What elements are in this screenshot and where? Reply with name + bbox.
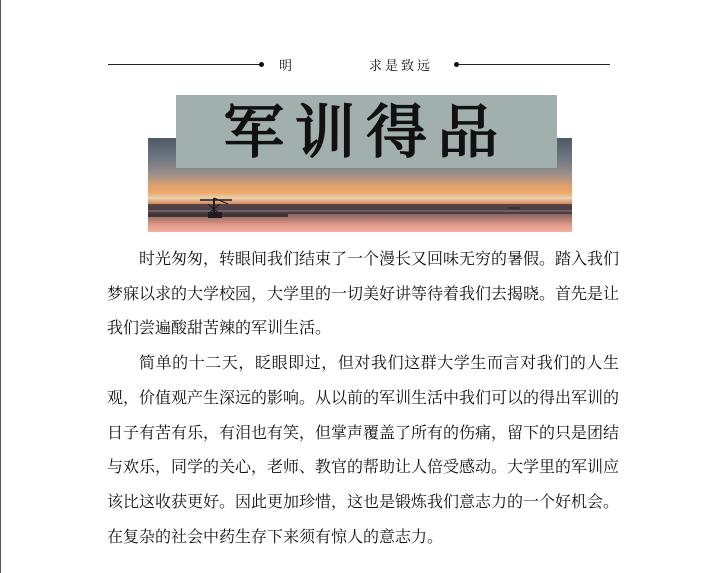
header-text-right: 求是致远	[369, 59, 434, 74]
header-rule-right	[458, 64, 610, 65]
page-left-border	[0, 0, 1, 573]
article-title: 军训得品	[223, 97, 510, 166]
paragraph-2: 简单的十二天，眨眼即过，但对我们这群大学生而言对我们的人生观，价值观产生深远的影响。从以前的军训生活中我们可以的得出军训的日子有苦有乐，有泪也有笑，但掌声覆盖了所有的伤痛，留下的只是团结与欢乐，同学的关心，老师、教官的帮助让人倍受感动。大学里的军训应该比这收获更好。因此更加珍惜，这也是锻炼我们意志力的一个好机会。在复杂的社会中药生存下来须有惊人的意志力。	[107, 353, 620, 546]
header-rule-left	[108, 64, 260, 65]
title-box	[176, 95, 557, 168]
header-bullet-left	[259, 62, 264, 67]
article-body	[107, 242, 619, 554]
header-text-left: 明	[279, 59, 296, 74]
paragraph-1: 时光匆匆，转眼间我们结束了一个漫长又回味无穷的暑假。踏入我们梦寐以求的大学校园，大学里的一切美好讲等待着我们去揭晓。首先是让我们尝遍酸甜苦辣的军训生活。	[107, 249, 620, 338]
